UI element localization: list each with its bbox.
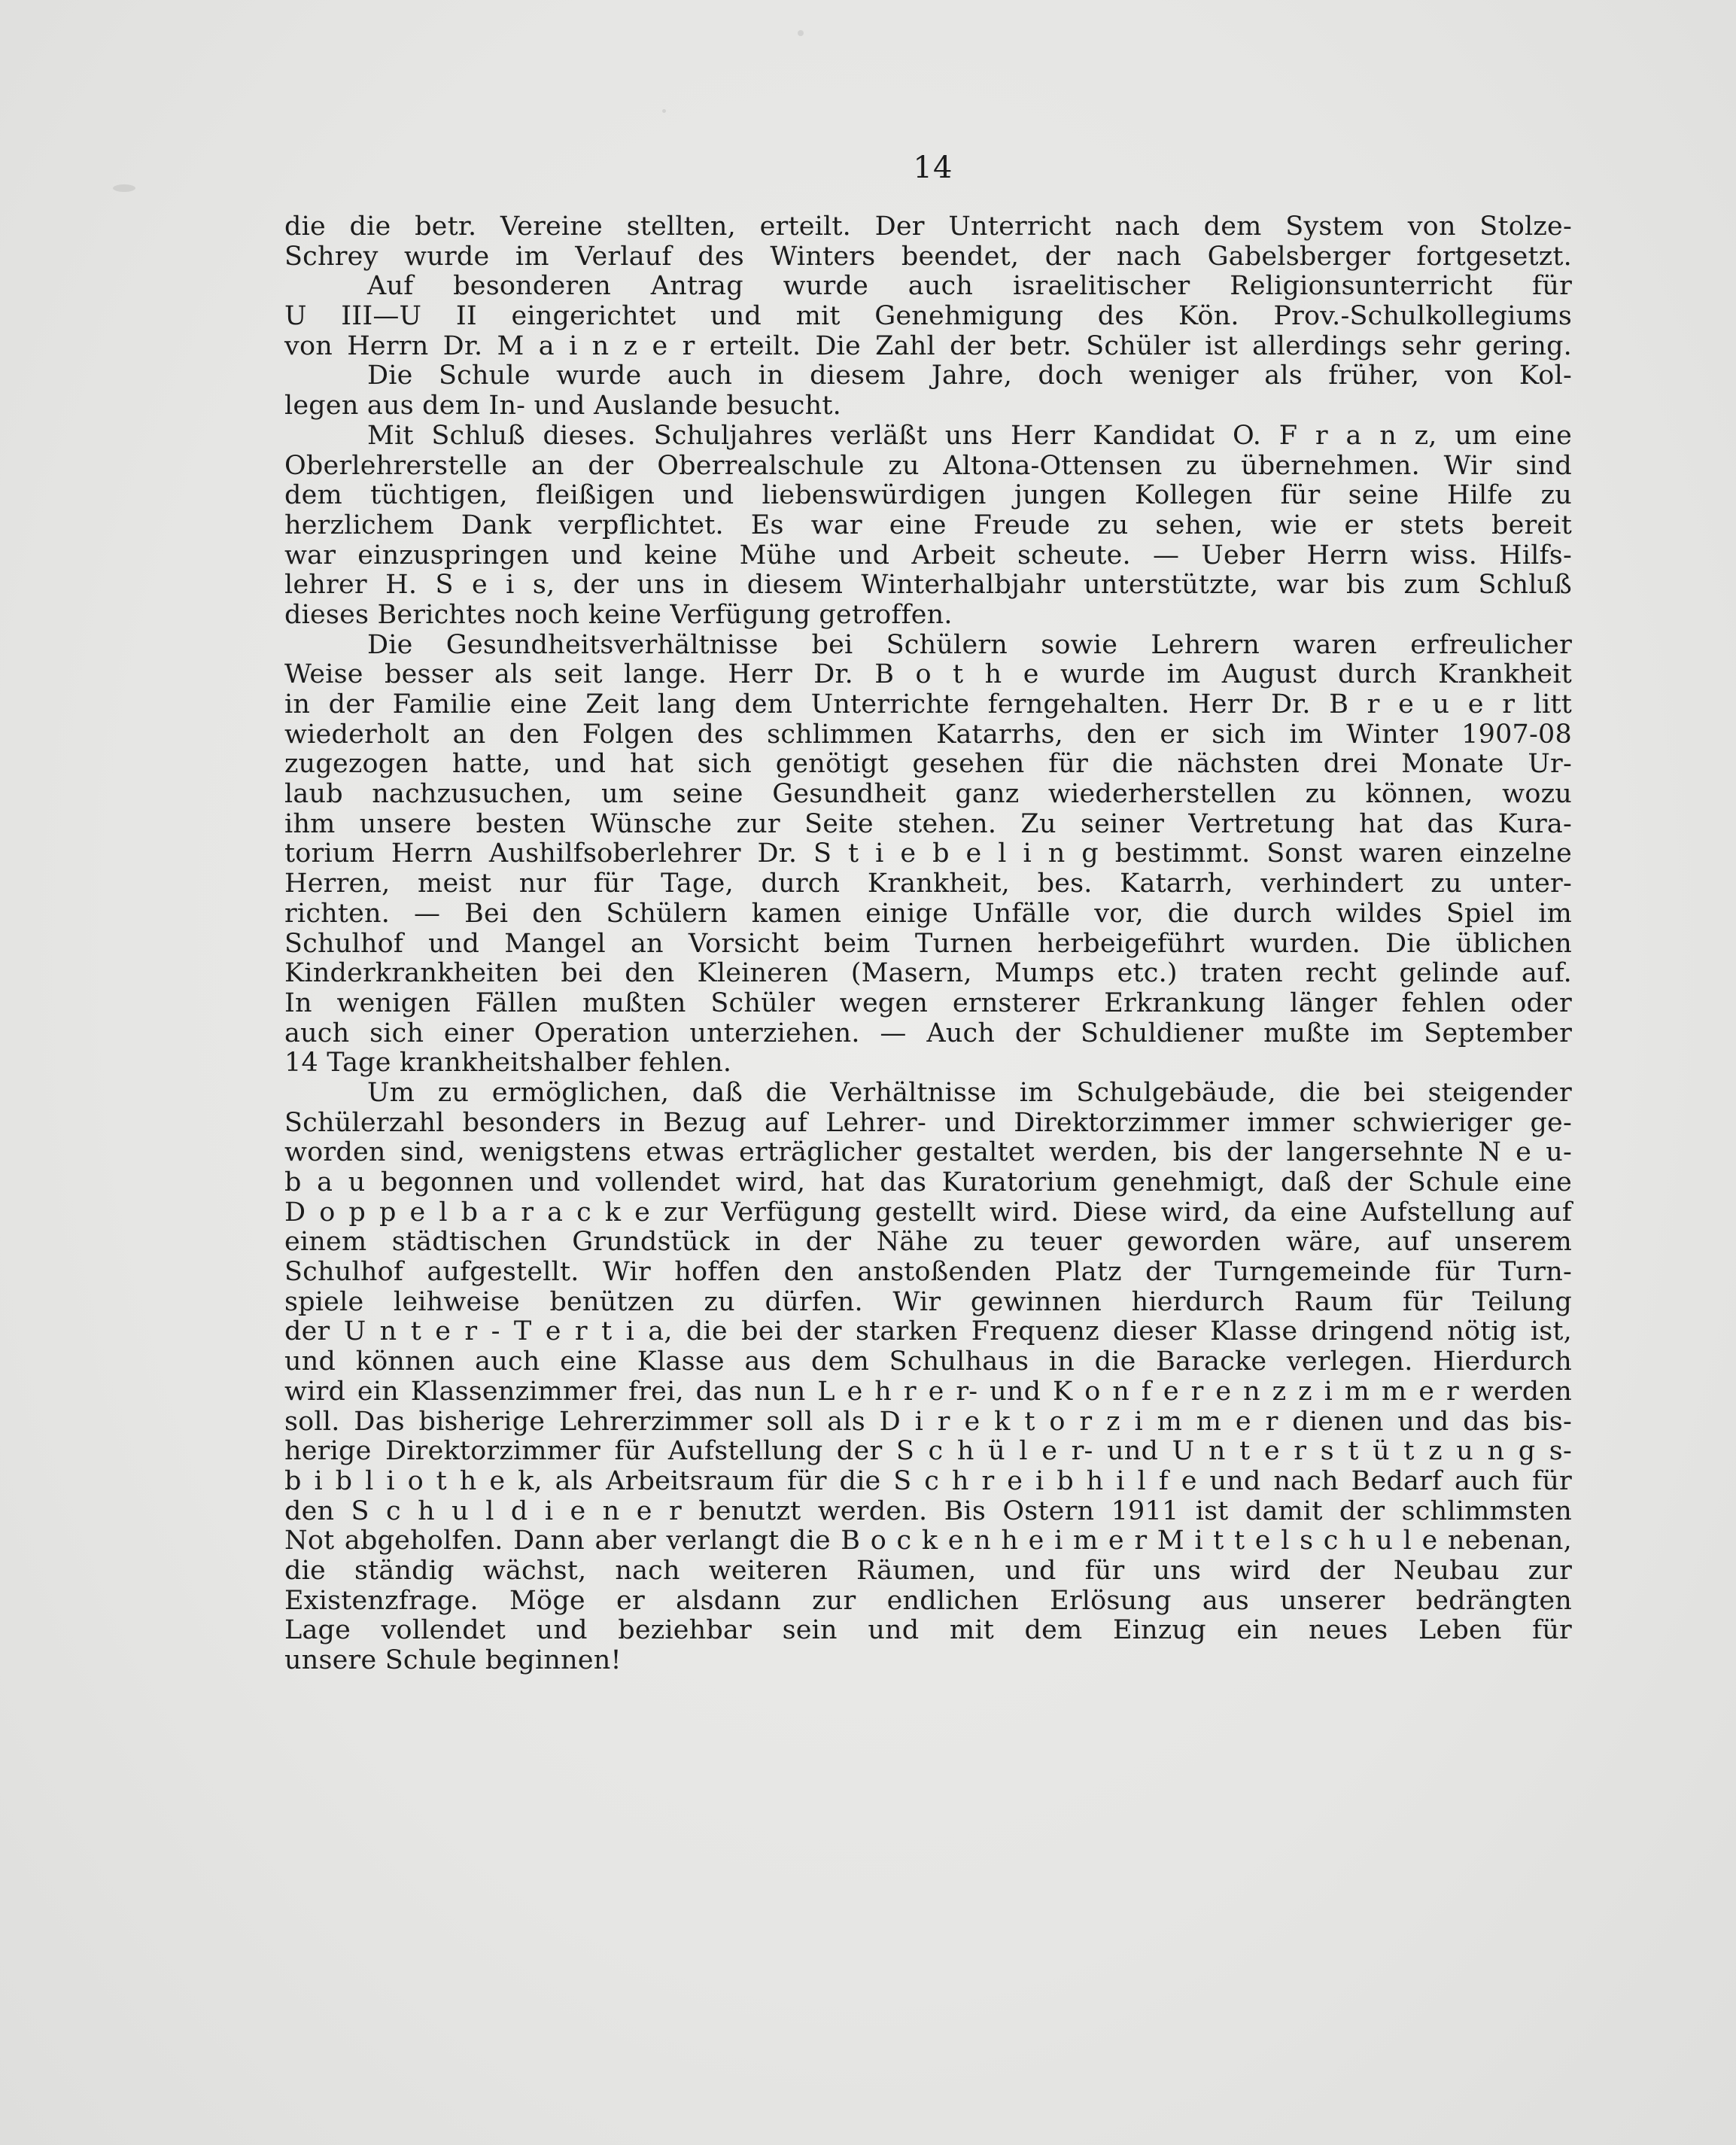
text-line: spiele leihweise benützen zu dürfen. Wir gewinnen hierdurch Raum für Teilung (284, 1286, 1572, 1317)
text-line: Herren, meist nur für Tage, durch Krankheit, bes. Katarrh, verhindert zu unter- (284, 869, 1572, 899)
text-line: Die Schule wurde auch in diesem Jahre, doch weniger als früher, von Kol- (367, 361, 1572, 391)
text-line: Oberlehrerstelle an der Oberrealschule zu Altona-Ottensen zu übernehmen. Wir sind (284, 450, 1572, 481)
text-line: Existenzfrage. Möge er alsdann zur endlichen Erlösung aus unserer bedrängten (284, 1585, 1572, 1616)
text-line: einem städtischen Grundstück in der Nähe zu teuer geworden wäre, auf unserem (284, 1227, 1572, 1258)
dust-speck (662, 109, 666, 113)
text-line: war einzuspringen und keine Mühe und Arbeit scheute. — Ueber Herrn wiss. Hilfs- (284, 540, 1572, 570)
text-line: 14 Tage krankheitshalber fehlen. (284, 1048, 732, 1079)
text-line: unsere Schule beginnen! (284, 1645, 622, 1675)
text-line: in der Familie eine Zeit lang dem Unterrichte ferngehalten. Herr Dr. B r e u e r litt (284, 689, 1572, 720)
text-line: Auf besonderen Antrag wurde auch israelitischer Religionsunterricht für (367, 271, 1572, 302)
dust-speck (798, 30, 804, 36)
text-line: dem tüchtigen, fleißigen und liebenswürdigen jungen Kollegen für seine Hilfe zu (284, 480, 1572, 511)
body-text (284, 212, 1572, 1676)
text-line: Schülerzahl besonders in Bezug auf Lehrer- und Direktorzimmer immer schwieriger ge- (284, 1107, 1572, 1138)
text-line: ihm unsere besten Wünsche zur Seite stehen. Zu seiner Vertretung hat das Kura- (284, 808, 1572, 839)
text-line: Schulhof aufgestellt. Wir hoffen den anstoßenden Platz der Turngemeinde für Turn- (284, 1257, 1572, 1288)
text-line: auch sich einer Operation unterziehen. — Auch der Schuldiener mußte im September (284, 1018, 1572, 1048)
text-line: der U n t e r - T e r t i a, die bei der starken Frequenz dieser Klasse dringend nötig ist, (284, 1316, 1572, 1347)
text-line: und können auch eine Klasse aus dem Schulhaus in die Baracke verlegen. Hierdurch (284, 1346, 1572, 1377)
text-line: von Herrn Dr. M a i n z e r erteilt. Die Zahl der betr. Schüler ist allerdings sehr gering. (284, 330, 1572, 361)
text-line: worden sind, wenigstens etwas erträglicher gestaltet werden, bis der langersehnte N e u- (284, 1137, 1572, 1168)
text-line: torium Herrn Aushilfsoberlehrer Dr. S t i e b e l i n g bestimmt. Sonst waren einzelne (284, 838, 1572, 869)
text-line: Kinderkrankheiten bei den Kleineren (Masern, Mumps etc.) traten recht gelinde auf. (284, 958, 1572, 989)
text-line: D o p p e l b a r a c k e zur Verfügung gestellt wird. Diese wird, da eine Aufstellung auf (284, 1197, 1572, 1228)
text-line: herige Direktorzimmer für Aufstellung der S c h ü l e r- und U n t e r s t ü t z u n g s- (284, 1436, 1572, 1467)
text-line: Schrey wurde im Verlauf des Winters beendet, der nach Gabelsberger fortgesetzt. (284, 241, 1572, 272)
text-line: b i b l i o t h e k, als Arbeitsraum für die S c h r e i b h i l f e und nach Bedarf auch für (284, 1465, 1572, 1496)
text-line: Lage vollendet und beziehbar sein und mit dem Einzug ein neues Leben für (284, 1615, 1572, 1646)
text-line: Die Gesundheitsverhältnisse bei Schülern sowie Lehrern waren erfreulicher (367, 629, 1572, 660)
text-line: richten. — Bei den Schülern kamen einige Unfälle vor, die durch wildes Spiel im (284, 898, 1572, 929)
page-number: 14 (913, 151, 953, 185)
text-line: zugezogen hatte, und hat sich genötigt gesehen für die nächsten drei Monate Ur- (284, 749, 1572, 780)
text-line: Not abgeholfen. Dann aber verlangt die B o c k e n h e i m e r M i t t e l s c h u l e nebenan, (284, 1526, 1572, 1556)
text-line: die die betr. Vereine stellten, erteilt. Der Unterricht nach dem System von Stolze- (284, 211, 1572, 242)
text-line: Weise besser als seit lange. Herr Dr. B o t h e wurde im August durch Krankheit (284, 659, 1572, 690)
text-line: laub nachzusuchen, um seine Gesundheit ganz wiederherstellen zu können, wozu (284, 779, 1572, 810)
text-line: U III—U II eingerichtet und mit Genehmigung des Kön. Prov.-Schulkollegiums (284, 301, 1572, 332)
text-line: Um zu ermöglichen, daß die Verhältnisse im Schulgebäude, die bei steigender (367, 1077, 1572, 1108)
text-line: die ständig wächst, nach weiteren Räumen, und für uns wird der Neubau zur (284, 1555, 1572, 1586)
text-line: b a u begonnen und vollendet wird, hat das Kuratorium genehmigt, daß der Schule eine (284, 1167, 1572, 1197)
text-line: den S c h u l d i e n e r benutzt werden. Bis Ostern 1911 ist damit der schlimmsten (284, 1495, 1572, 1526)
text-line: Schulhof und Mangel an Vorsicht beim Turnen herbeigeführt wurden. Die üblichen (284, 928, 1572, 959)
text-line: lehrer H. S e i s, der uns in diesem Winterhalbjahr unterstützte, war bis zum Schluß (284, 570, 1572, 601)
text-line: legen aus dem In- und Auslande besucht. (284, 391, 841, 421)
text-line: soll. Das bisherige Lehrerzimmer soll als D i r e k t o r z i m m e r dienen und das bis- (284, 1406, 1572, 1437)
dust-speck (113, 184, 135, 192)
text-line: Mit Schluß dieses. Schuljahres verläßt uns Herr Kandidat O. F r a n z, um eine (367, 420, 1572, 451)
text-line: herzlichem Dank verpflichtet. Es war eine Freude zu sehen, wie er stets bereit (284, 510, 1572, 540)
text-line: wird ein Klassenzimmer frei, das nun L e h r e r- und K o n f e r e n z z i m m e r werden (284, 1376, 1572, 1407)
text-line: dieses Berichtes noch keine Verfügung getroffen. (284, 599, 953, 630)
text-line: In wenigen Fällen mußten Schüler wegen ernsterer Erkrankung länger fehlen oder (284, 987, 1572, 1018)
text-line: wiederholt an den Folgen des schlimmen Katarrhs, den er sich im Winter 1907-08 (284, 719, 1572, 750)
